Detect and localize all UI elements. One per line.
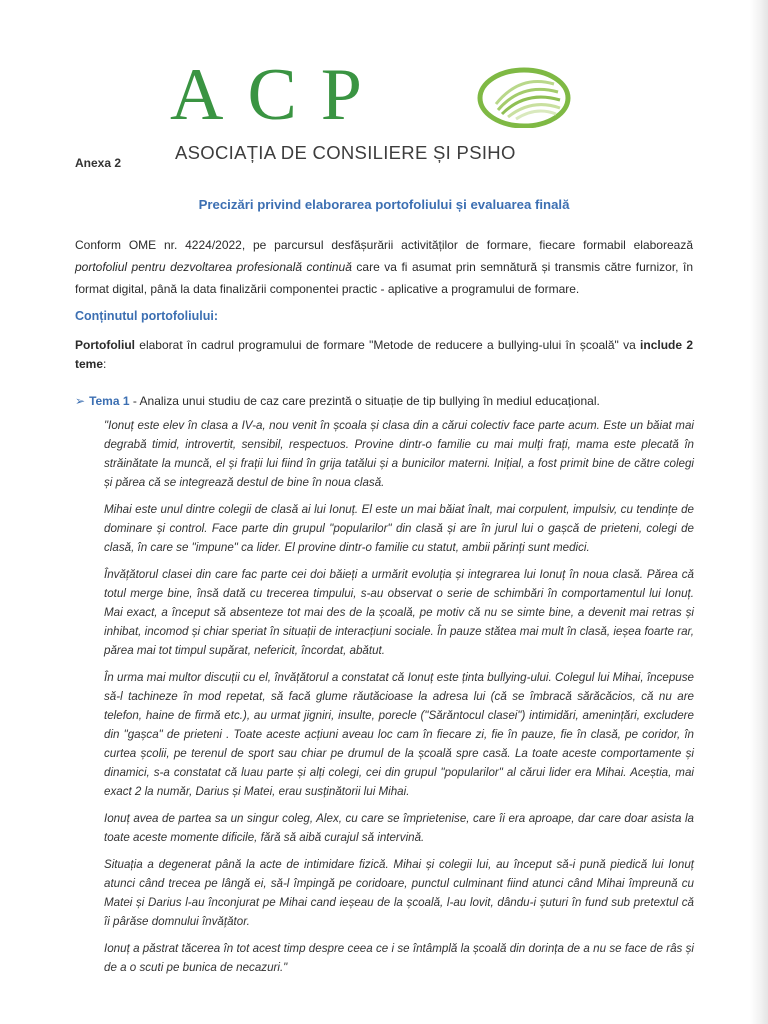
intro-paragraph bbox=[75, 234, 693, 300]
tema-1-line bbox=[75, 392, 695, 411]
portfolio-bold-end: include 2 teme bbox=[75, 338, 693, 371]
intro-text-2: care va fi asumat prin semnătură și transmis către furnizor, în format digital, până la data finalizării componentei practic - aplicative a programului de formare. bbox=[75, 260, 694, 296]
case-paragraph: În urma mai multor discuții cu el, învățătorul a constatat că Ionuț este ținta bullying-ului. Colegul lui Mihai, începuse să-l tachineze în mod repetat, să facă glume răutăcioase la adresa lui (că se îmbracă sărăcăcios, că nu are telefon, haine de firmă etc.), au urmat jigniri, insulte, porecle ("Sărăntocul clasei") intimidări, amenințări, excludere din "gașca" de prieteni . Toate aceste acțiuni aveau loc cam în fiecare zi, fie în pauze, fie în clasă, pe coridor, în curtea școlii, pe terenul de sport sau chiar pe drumul de la școală spre casă. La toate aceste comportamente și dinamici, s-a constatat că luau parte și alți colegi, cei din grupul "popularilor" al cărui lider era Mihai. Aceștia, mai exact 2 la număr, Darius și Matei, erau susținătorii lui Mihai. bbox=[104, 671, 694, 798]
annex-label: Anexa 2 bbox=[75, 156, 122, 170]
portfolio-paragraph bbox=[75, 336, 693, 374]
logo-letters: ACP bbox=[170, 54, 386, 136]
acp-logo bbox=[170, 54, 590, 168]
case-paragraph: Situația a degenerat până la acte de intimidare fizică. Mihai și colegii lui, au început să-i pună piedică lui Ionuț atunci când trecea pe lângă ei, să-l împingă pe coridoare, punctul culminant fiind atunci când Mihai împreună cu Matei și Darius l-au înconjurat pe Mihai cand ieșeau de la școală, l-au lovit, dându-i șuturi în fund sub pretextul că îi pârăse domnului învățător. bbox=[104, 858, 694, 928]
intro-text-1: Conform OME nr. 4224/2022, pe parcursul desfășurării activităților de formare, fiecare formabil elaborează bbox=[75, 238, 693, 252]
case-paragraph: "Ionuț este elev în clasa a IV-a, nou venit în școala și clasa din a cărui colectiv face parte acum. Este un băiat mai degrabă timid, introvertit, sensibil, respectuos. Provine dintr-o familie cu mai mulți frați, mama este plecată în străinătate la muncă, el și frații lui fiind în grija tatălui și a bunicilor materni. Inițial, a fost primit bine de către colegi și părea că se integrează destul de bine în noua clasă. bbox=[104, 419, 694, 489]
document-title: Precizări privind elaborarea portofoliului și evaluarea finală bbox=[198, 197, 570, 212]
arrow-bullet-icon: ➢ bbox=[75, 394, 86, 408]
intro-italic: portofoliul pentru dezvoltarea profesională continuă bbox=[75, 260, 352, 274]
portfolio-bold-start: Portofoliul bbox=[75, 338, 135, 352]
scan-edge bbox=[750, 0, 768, 1024]
tema-1-label: Tema 1 bbox=[89, 394, 130, 408]
case-study bbox=[104, 416, 694, 985]
section-heading: Conținutul portofoliului: bbox=[75, 309, 219, 323]
portfolio-middle: elaborat în cadrul programului de formare "Metode de reducere a bullying-ului în școală" va bbox=[135, 338, 641, 352]
portfolio-tail: : bbox=[103, 357, 107, 371]
case-paragraph: Ionuț avea de partea sa un singur coleg, Alex, cu care se împrietenise, care îi era aproape, dar care doar asista la toate aceste momente dificile, fără să aibă curajul să intervină. bbox=[104, 812, 694, 844]
case-paragraph: Ionuț a păstrat tăcerea în tot acest timp despre ceea ce i se întâmplă la școală din dorința de a nu se face de râs și de a o scuti pe bunica de necazuri." bbox=[104, 942, 694, 974]
logo-subtitle: ASOCIAȚIA DE CONSILIERE ȘI PSIHO bbox=[175, 142, 516, 163]
logo-swirl-icon bbox=[476, 64, 572, 128]
case-paragraph: Mihai este unul dintre colegii de clasă ai lui Ionuț. El este un mai băiat înalt, mai corpulent, impulsiv, cu tendințe de dominare și control. Face parte din grupul "popularilor" din clasă și are în jurul lui o gașcă de prieteni, colegi de clasă, în care se "impune" ca lider. El provine dintr-o familie cu statut, ambii părinți sunt medici. bbox=[104, 503, 694, 554]
tema-1-text: - Analiza unui studiu de caz care prezintă o situație de tip bullying în mediul educațional. bbox=[129, 394, 600, 408]
case-paragraph: Învățătorul clasei din care fac parte cei doi băieți a urmărit evoluția și integrarea lui Ionuț în noua clasă. Părea că totul merge bine, însă dată cu trecerea timpului, s-au observat o serie de schimbări în comportamentul lui Ionuț. Mai exact, a început să absenteze tot mai des de la școală, pe motiv că nu se simte bine, a devenit mai retras și inhibat, incomod și chiar speriat în situații de interacțiuni sociale. În pauze stătea mai mult în clasă, ieșea foarte rar, părea mai tot timpul supărat, nefericit, încordat, abătut. bbox=[104, 568, 694, 657]
